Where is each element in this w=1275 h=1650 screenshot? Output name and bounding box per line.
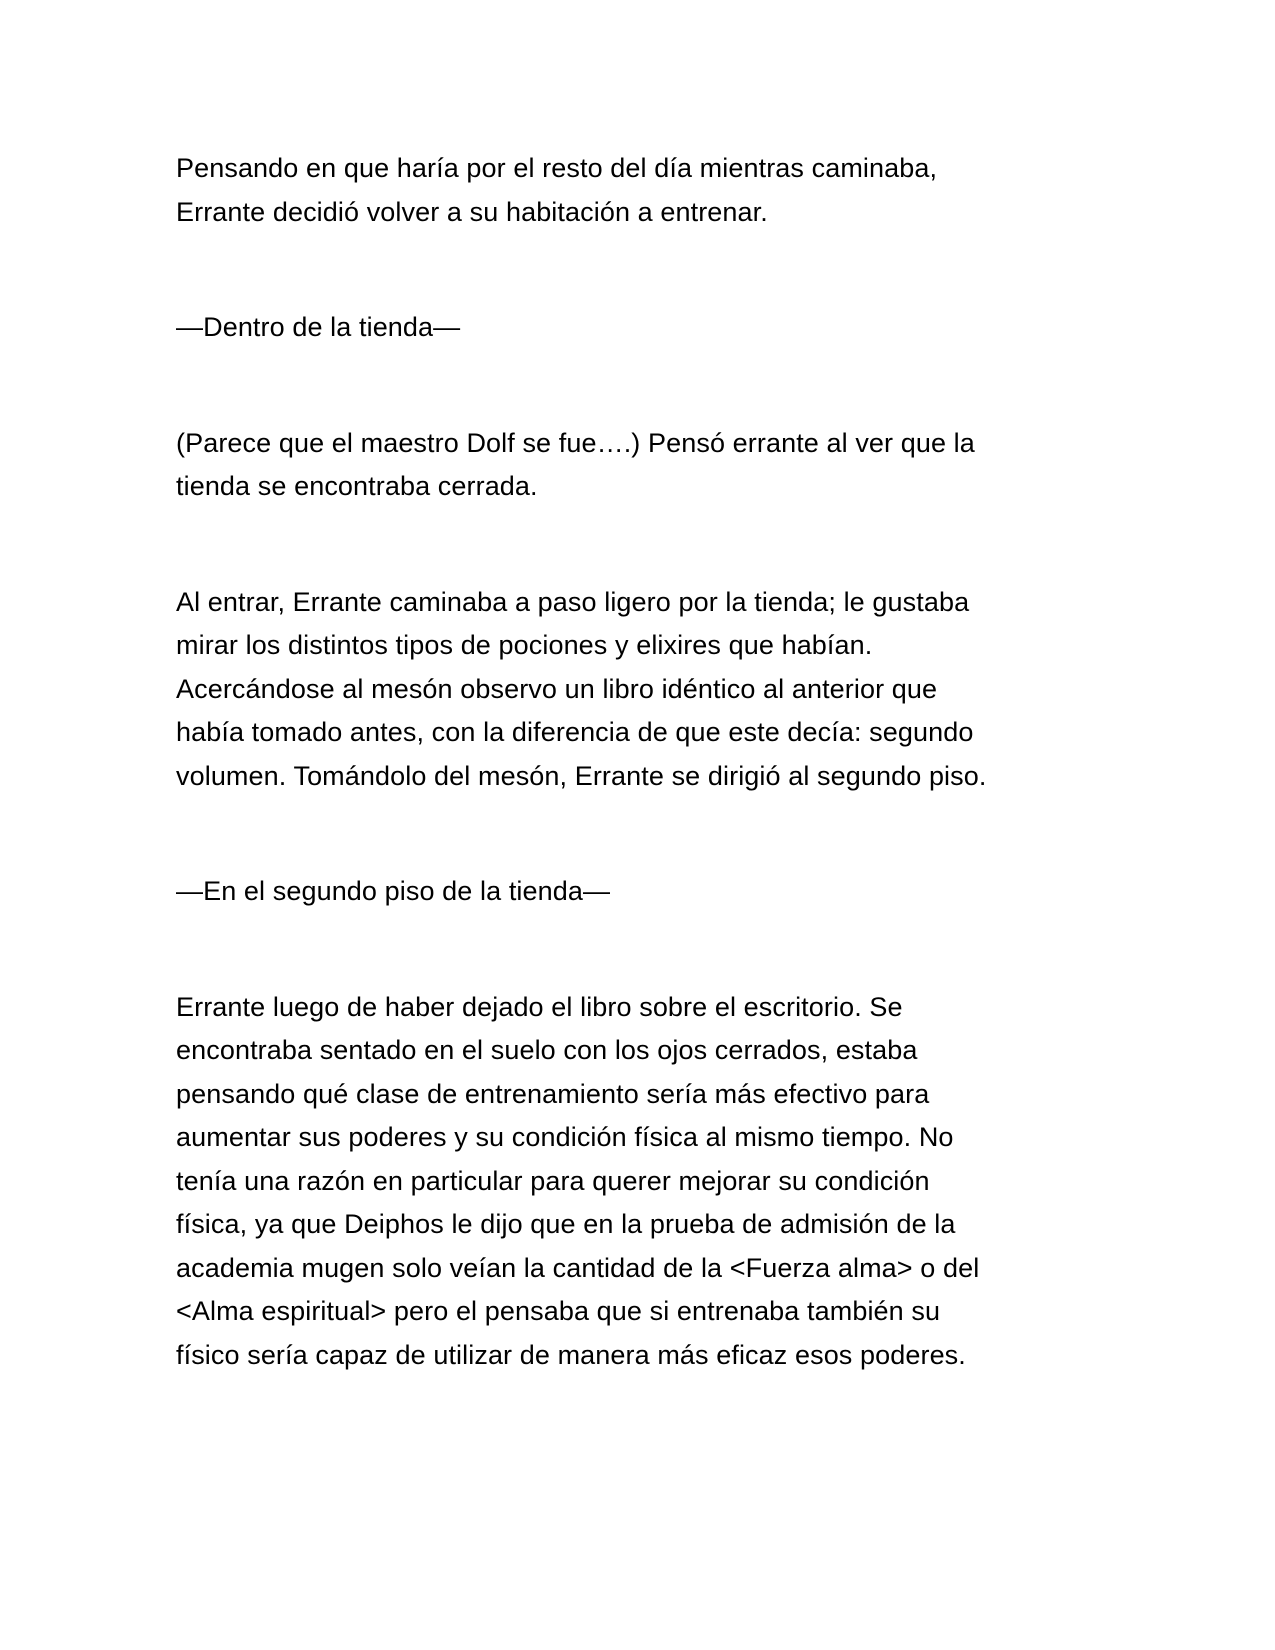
paragraph-3 <box>176 581 1106 799</box>
paragraph-4 <box>176 986 1106 1378</box>
text-line: —En el segundo piso de la tienda— <box>176 876 611 906</box>
text-line: Pensando en que haría por el resto del día mientras caminaba, <box>176 153 938 183</box>
text-line: Errante decidió volver a su habitación a entrenar. <box>176 196 768 227</box>
text-line: pensando qué clase de entrenamiento sería más efectivo para <box>176 1078 930 1109</box>
paragraph-2 <box>176 422 1106 509</box>
text-line: tenía una razón en particular para querer mejorar su condición <box>176 1165 930 1196</box>
text-line: físico sería capaz de utilizar de manera más eficaz esos poderes. <box>176 1339 966 1370</box>
text-line: volumen. Tomándolo del mesón, Errante se dirigió al segundo piso. <box>176 760 987 791</box>
scene-heading-inside-shop <box>176 306 1106 350</box>
text-line: encontraba sentado en el suelo con los ojos cerrados, estaba <box>176 1035 918 1065</box>
document-body <box>176 147 1106 1377</box>
text-line: mirar los distintos tipos de pociones y elixires que habían. <box>176 630 873 660</box>
text-line: academia mugen solo veían la cantidad de la <Fuerza alma> o del <box>176 1252 980 1283</box>
text-line: física, ya que Deiphos le dijo que en la prueba de admisión de la <box>176 1209 956 1239</box>
text-line: Acercándose al mesón observo un libro idéntico al anterior que <box>176 673 938 704</box>
text-line: (Parece que el maestro Dolf se fue….) Pensó errante al ver que la <box>176 427 975 458</box>
text-line: aumentar sus poderes y su condición física al mismo tiempo. No <box>176 1122 954 1152</box>
paragraph-1 <box>176 147 1106 234</box>
text-line: <Alma espiritual> pero el pensaba que si entrenaba también su <box>176 1296 941 1326</box>
scene-heading-second-floor <box>176 870 1106 914</box>
text-line: —Dentro de la tienda— <box>176 312 461 342</box>
text-line: había tomado antes, con la diferencia de que este decía: segundo <box>176 717 974 747</box>
text-line: Errante luego de haber dejado el libro sobre el escritorio. Se <box>176 991 903 1022</box>
text-line: Al entrar, Errante caminaba a paso ligero por la tienda; le gustaba <box>176 586 970 617</box>
text-line: tienda se encontraba cerrada. <box>176 471 538 501</box>
